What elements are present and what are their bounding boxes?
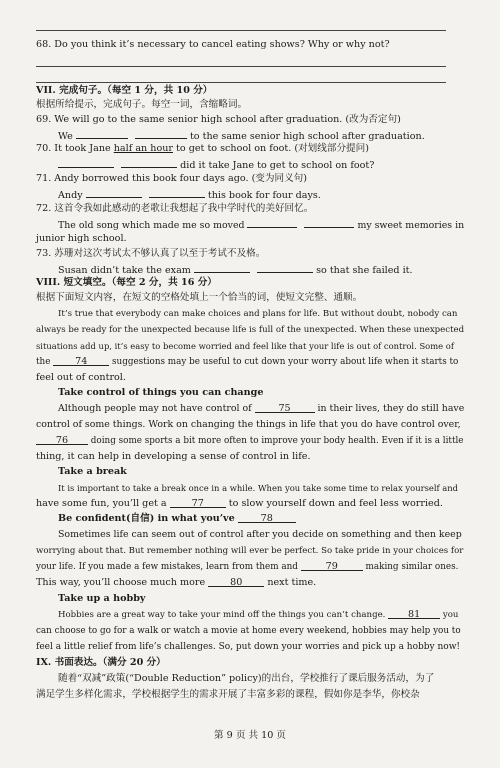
writing-prompt-line: 随着“双减”政策(“Double Reduction” policy)的出台，学校推行了课后服务活动，为了 <box>58 673 435 684</box>
passage-line: Sometimes life can seem out of control after you decide on something and then keep <box>58 529 462 540</box>
section-9-title: IX. 书面表达。（满分 20 分） <box>36 657 166 668</box>
question-72: 72. 这首令我如此感动的老歌让我想起了我中学时代的美好回忆。 <box>36 203 314 214</box>
section-8-instructions: 根据下面短文内容，在短文的空格处填上一个恰当的词，使短文完整、通顺。 <box>36 292 363 303</box>
blank-76[interactable]: 76 <box>36 434 88 445</box>
passage-line: can choose to go for a walk or watch a movie at home every weekend, hobbies may help you to <box>36 626 461 636</box>
passage-line: feel out of control. <box>36 372 126 383</box>
subheading: Take control of things you can change <box>58 387 264 398</box>
question-73: 73. 苏珊对这次考试太不够认真了以至于考试不及格。 <box>36 248 266 259</box>
question-71-answer: Andy this book for four days. <box>36 187 464 204</box>
question-70: 70. It took Jane half an hour to get to school on foot. (对划线部分提问) <box>36 143 369 154</box>
passage-line: This way, you’ll choose much more 80 next time. <box>36 577 317 588</box>
question-71: 71. Andy borrowed this book four days ago. (变为同义句) <box>36 173 308 184</box>
answer-blank[interactable] <box>304 217 354 228</box>
answer-blank[interactable] <box>149 187 205 198</box>
passage-line: It is important to take a break once in a while. When you take some time to relax yourself and <box>58 483 459 493</box>
section-8-title: VIII. 短文填空。（每空 2 分，共 16 分） <box>36 277 217 288</box>
section-7-instructions: 根据所给提示，完成句子。每空一词，含缩略词。 <box>36 99 248 110</box>
subheading: Take up a hobby <box>58 593 146 604</box>
passage-line: control of some things. Work on changing the things in life that you do have control over, <box>36 419 461 430</box>
blank-77[interactable]: 77 <box>170 497 226 508</box>
page-number: 第 9 页 共 10 页 <box>214 730 286 741</box>
blank-78[interactable]: 78 <box>238 512 296 523</box>
passage-line: It’s true that everybody can make choices and plans for life. But without doubt, nobody can <box>58 309 458 319</box>
section-7-title: VII. 完成句子。（每空 1 分，共 10 分） <box>36 85 213 96</box>
passage-line: situations add up, it’s easy to become worried and feel like that your life is out of control. Some of <box>36 341 454 351</box>
passage-line: Although people may not have control of 75 in their lives, they do still have <box>58 403 465 414</box>
passage-line: Hobbies are a great way to take your mind off the things you can’t change. 81 you <box>58 609 459 620</box>
answer-blank[interactable] <box>194 262 250 273</box>
answer-blank[interactable] <box>121 157 177 168</box>
answer-blank[interactable] <box>247 217 297 228</box>
subheading: Be confident(自信) in what you’ve 78 <box>36 512 464 527</box>
blank-74[interactable]: 74 <box>53 355 109 366</box>
passage-line: feel a little relief from life’s challenges. So, put down your worries and pick up a hobby now! <box>36 642 461 652</box>
subheading: Take a break <box>58 466 127 477</box>
question-72-answer-cont: junior high school. <box>36 233 127 244</box>
answer-line <box>36 30 446 31</box>
answer-line <box>36 66 446 67</box>
passage-line: worrying about that. But remember nothing will ever be perfect. So take pride in your choices for <box>36 546 464 556</box>
passage-line: the 74 suggestions may be useful to cut down your worry about life when it starts to <box>36 356 459 367</box>
passage-line: 76 doing some sports a bit more often to improve your body health. Even if it is a little <box>36 434 464 449</box>
question-69: 69. We will go to the same senior high school after graduation. (改为否定句) <box>36 114 401 125</box>
blank-75[interactable]: 75 <box>255 402 315 413</box>
writing-prompt-line: 满足学生多样化需求，学校根据学生的需求开展了丰富多彩的课程，假如你是李华，你校杂 <box>36 689 420 700</box>
passage-line: your life. If you made a few mistakes, learn from them and 79 making similar ones. <box>36 561 459 572</box>
question-68: 68. Do you think it’s necessary to cancel eating shows? Why or why not? <box>36 39 390 50</box>
passage-line: have some fun, you’ll get a 77 to slow yourself down and feel less worried. <box>36 498 443 509</box>
passage-line: thing, it can help in developing a sense of control in life. <box>36 451 311 462</box>
blank-81[interactable]: 81 <box>388 608 440 619</box>
passage-line: always be ready for the unexpected because life is full of the unexpected. When these unexpected <box>36 325 465 335</box>
answer-line <box>36 82 446 83</box>
question-72-answer: The old song which made me so moved my sweet memories in <box>36 217 464 234</box>
blank-80[interactable]: 80 <box>208 576 264 587</box>
answer-blank[interactable] <box>86 187 142 198</box>
question-73-answer: Susan didn’t take the exam so that she failed it. <box>36 262 464 279</box>
blank-79[interactable]: 79 <box>301 560 363 571</box>
question-70-answer: did it take Jane to get to school on foot? <box>36 157 464 174</box>
answer-blank[interactable] <box>58 157 114 168</box>
answer-blank[interactable] <box>135 128 187 139</box>
answer-blank[interactable] <box>76 128 128 139</box>
question-69-answer: We to the same senior high school after graduation. <box>36 128 464 145</box>
answer-blank[interactable] <box>257 262 313 273</box>
